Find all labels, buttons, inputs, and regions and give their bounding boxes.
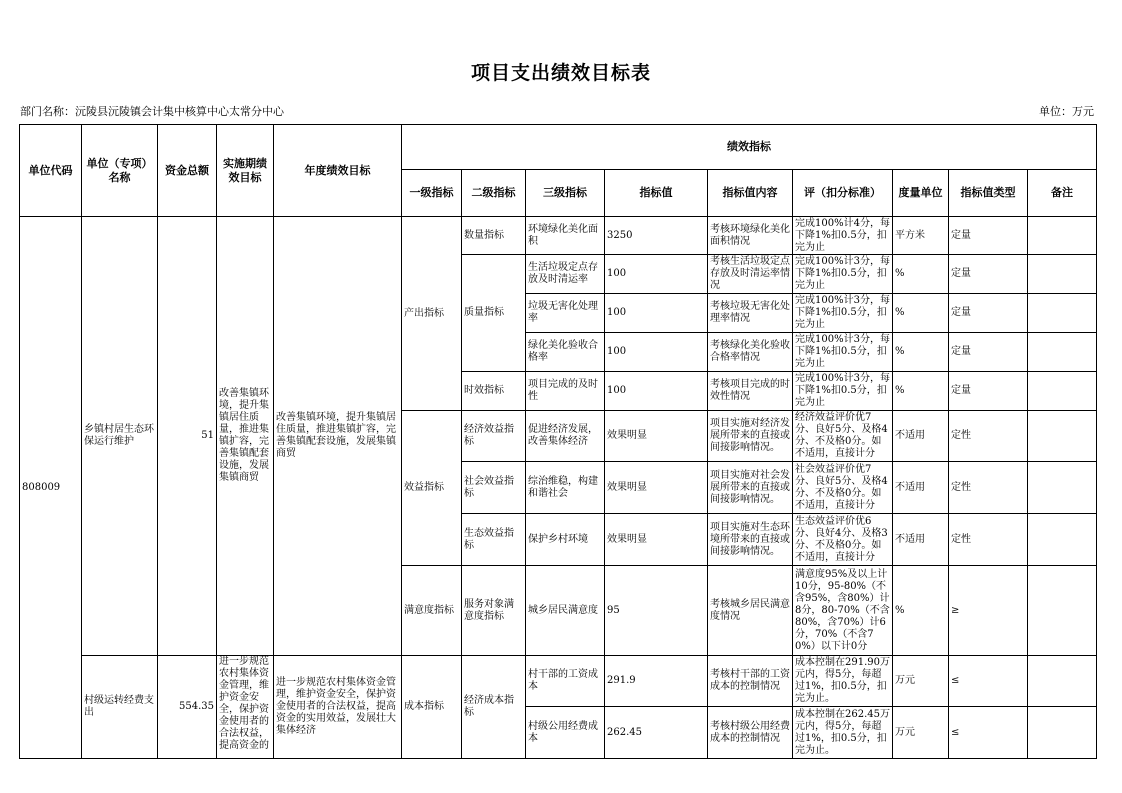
content-cell: 项目实施对社会发展所带来的直接或间接影响情况。 [708, 462, 793, 514]
value-cell: 100 [605, 255, 708, 294]
value-cell: 效果明显 [605, 411, 708, 462]
level3-cell: 垃圾无害化处理率 [526, 294, 605, 333]
criteria-cell: 成本控制在262.45万元内，得5分，每超过1%，扣0.5分，扣完为止。 [793, 707, 893, 759]
remark-cell [1028, 462, 1097, 514]
remark-cell [1028, 333, 1097, 372]
header-period-goal: 实施期绩效目标 [217, 125, 274, 217]
remark-cell [1028, 514, 1097, 566]
level3-cell: 环境绿化美化面积 [526, 217, 605, 255]
content-cell: 项目实施对生态环境所带来的直接或间接影响情况。 [708, 514, 793, 566]
value-cell: 100 [605, 294, 708, 333]
level3-cell: 村级公用经费成本 [526, 707, 605, 759]
value-cell: 291.9 [605, 656, 708, 707]
criteria-cell: 完成100%计4分，每下降1%扣0.5分，扣完为止 [793, 217, 893, 255]
remark-cell [1028, 656, 1097, 707]
header-content: 指标值内容 [708, 170, 793, 217]
header-annual-goal: 年度绩效目标 [274, 125, 402, 217]
value-cell: 100 [605, 372, 708, 411]
table-row [20, 217, 1097, 255]
level3-cell: 促进经济发展，改善集体经济 [526, 411, 605, 462]
content-cell: 考核绿化美化验收合格率情况 [708, 333, 793, 372]
measure-cell: 万元 [893, 656, 949, 707]
content-cell: 考核生活垃圾定点存放及时清运率情况 [708, 255, 793, 294]
measure-cell: 不适用 [893, 411, 949, 462]
level2-cell: 时效指标 [462, 372, 526, 411]
content-cell: 考核环境绿化美化面积情况 [708, 217, 793, 255]
level1-cell: 效益指标 [402, 411, 462, 566]
unit-code-cell: 808009 [20, 217, 82, 759]
criteria-cell: 完成100%计3分，每下降1%扣0.5分，扣完为止 [793, 372, 893, 411]
criteria-cell: 经济效益评价优7分、良好5分、及格4分、不及格0分。如不适用，直接计分 [793, 411, 893, 462]
criteria-cell: 生态效益评价优6分、良好4分、及格3分、不及格0分。如不适用，直接计分 [793, 514, 893, 566]
level1-cell: 成本指标 [402, 656, 462, 759]
page-title: 项目支出绩效目标表 [470, 62, 651, 84]
remark-cell [1028, 372, 1097, 411]
header-funds: 资金总额 [158, 125, 217, 217]
level2-cell: 社会效益指标 [462, 462, 526, 514]
level3-cell: 村干部的工资成本 [526, 656, 605, 707]
value-cell: 效果明显 [605, 462, 708, 514]
measure-cell: % [893, 566, 949, 656]
content-cell: 考核城乡居民满意度情况 [708, 566, 793, 656]
criteria-cell: 完成100%计3分，每下降1%扣0.5分，扣完为止 [793, 255, 893, 294]
measure-cell: % [893, 294, 949, 333]
level2-cell: 生态效益指标 [462, 514, 526, 566]
measure-cell: 不适用 [893, 462, 949, 514]
project-funds-cell: 554.35 [158, 656, 217, 759]
value-type-cell: 定性 [949, 462, 1028, 514]
header-performance: 绩效指标 [402, 125, 1097, 170]
header-code: 单位代码 [20, 125, 82, 217]
value-cell: 效果明显 [605, 514, 708, 566]
header-level1: 一级指标 [402, 170, 462, 217]
header-value-type: 指标值类型 [949, 170, 1028, 217]
department-label: 部门名称：沅陵县沅陵镇会计集中核算中心太常分中心 [20, 105, 284, 118]
period-goal-cell: 改善集镇环境，提升集镇居住质量，推进集镇扩容，完善集镇配套设施，发展集镇商贸 [217, 217, 274, 656]
content-cell: 考核村干部的工资成本的控制情况 [708, 656, 793, 707]
value-cell: 95 [605, 566, 708, 656]
measure-cell: % [893, 333, 949, 372]
measure-cell: 平方米 [893, 217, 949, 255]
measure-cell: % [893, 255, 949, 294]
level3-cell: 项目完成的及时性 [526, 372, 605, 411]
measure-cell: 万元 [893, 707, 949, 759]
content-cell: 考核垃圾无害化处理率情况 [708, 294, 793, 333]
criteria-cell: 完成100%计3分，每下降1%扣0.5分，扣完为止 [793, 294, 893, 333]
value-type-cell: 定量 [949, 333, 1028, 372]
value-type-cell: ≥ [949, 566, 1028, 656]
content-cell: 考核项目完成的时效性情况 [708, 372, 793, 411]
project-name-cell: 乡镇村居生态环保运行维护 [82, 217, 158, 656]
level3-cell: 综治维稳，构建和谐社会 [526, 462, 605, 514]
criteria-cell: 完成100%计3分，每下降1%扣0.5分，扣完为止 [793, 333, 893, 372]
level2-cell: 服务对象满意度指标 [462, 566, 526, 656]
content-cell: 考核村级公用经费成本的控制情况 [708, 707, 793, 759]
value-type-cell: 定量 [949, 372, 1028, 411]
remark-cell [1028, 217, 1097, 255]
annual-goal-cell: 改善集镇环境，提升集镇居住质量，推进集镇扩容，完善集镇配套设施，发展集镇商贸 [274, 217, 402, 656]
value-cell: 3250 [605, 217, 708, 255]
remark-cell [1028, 411, 1097, 462]
header-measure: 度量单位 [893, 170, 949, 217]
measure-cell: % [893, 372, 949, 411]
value-type-cell: 定性 [949, 411, 1028, 462]
criteria-cell: 满意度95%及以上计10分，95-80%（不含95%，含80%）计8分，80-70%（不含80%，含70%）计6分，70%（不含70%）以下计0分 [793, 566, 893, 656]
level3-cell: 生活垃圾定点存放及时清运率 [526, 255, 605, 294]
header-value: 指标值 [605, 170, 708, 217]
performance-table [19, 124, 1097, 759]
project-name-cell: 村级运转经费支出 [82, 656, 158, 759]
project-funds-cell: 51 [158, 217, 217, 656]
level1-cell: 产出指标 [402, 217, 462, 411]
value-type-cell: ≤ [949, 707, 1028, 759]
remark-cell [1028, 255, 1097, 294]
level3-cell: 保护乡村环境 [526, 514, 605, 566]
value-cell: 262.45 [605, 707, 708, 759]
value-type-cell: ≤ [949, 656, 1028, 707]
header-level3: 三级指标 [526, 170, 605, 217]
measure-cell: 不适用 [893, 514, 949, 566]
level1-cell: 满意度指标 [402, 566, 462, 656]
value-type-cell: 定量 [949, 294, 1028, 333]
annual-goal-cell: 进一步规范农村集体资金管理，维护资金安全，保护资金使用者的合法权益，提高资金的实用效益，发展壮大集体经济 [274, 656, 402, 759]
criteria-cell: 成本控制在291.90万元内，得5分，每超过1%，扣0.5分，扣完为止。 [793, 656, 893, 707]
content-cell: 项目实施对经济发展所带来的直接或间接影响情况。 [708, 411, 793, 462]
value-cell: 100 [605, 333, 708, 372]
value-type-cell: 定量 [949, 255, 1028, 294]
period-goal-cell [217, 656, 274, 759]
level2-cell: 质量指标 [462, 255, 526, 372]
value-type-cell: 定量 [949, 217, 1028, 255]
level3-cell: 绿化美化验收合格率 [526, 333, 605, 372]
unit-label: 单位：万元 [1039, 105, 1094, 118]
remark-cell [1028, 566, 1097, 656]
level2-cell: 经济成本指标 [462, 656, 526, 759]
header-level2: 二级指标 [462, 170, 526, 217]
level3-cell: 城乡居民满意度 [526, 566, 605, 656]
remark-cell [1028, 707, 1097, 759]
header-remark: 备注 [1028, 170, 1097, 217]
period-goal-text: 进一步规范农村集体资金管理，维护资金安全，保护资金使用者的合法权益，提高资金的 [219, 656, 269, 751]
header-name: 单位（专项）名称 [82, 125, 158, 217]
remark-cell [1028, 294, 1097, 333]
table-row [20, 656, 1097, 707]
level2-cell: 数量指标 [462, 217, 526, 255]
value-type-cell: 定性 [949, 514, 1028, 566]
header-criteria: 评（扣分标准） [793, 170, 893, 217]
level2-cell: 经济效益指标 [462, 411, 526, 462]
criteria-cell: 社会效益评价优7分、良好5分、及格4分、不及格0分。如不适用，直接计分 [793, 462, 893, 514]
